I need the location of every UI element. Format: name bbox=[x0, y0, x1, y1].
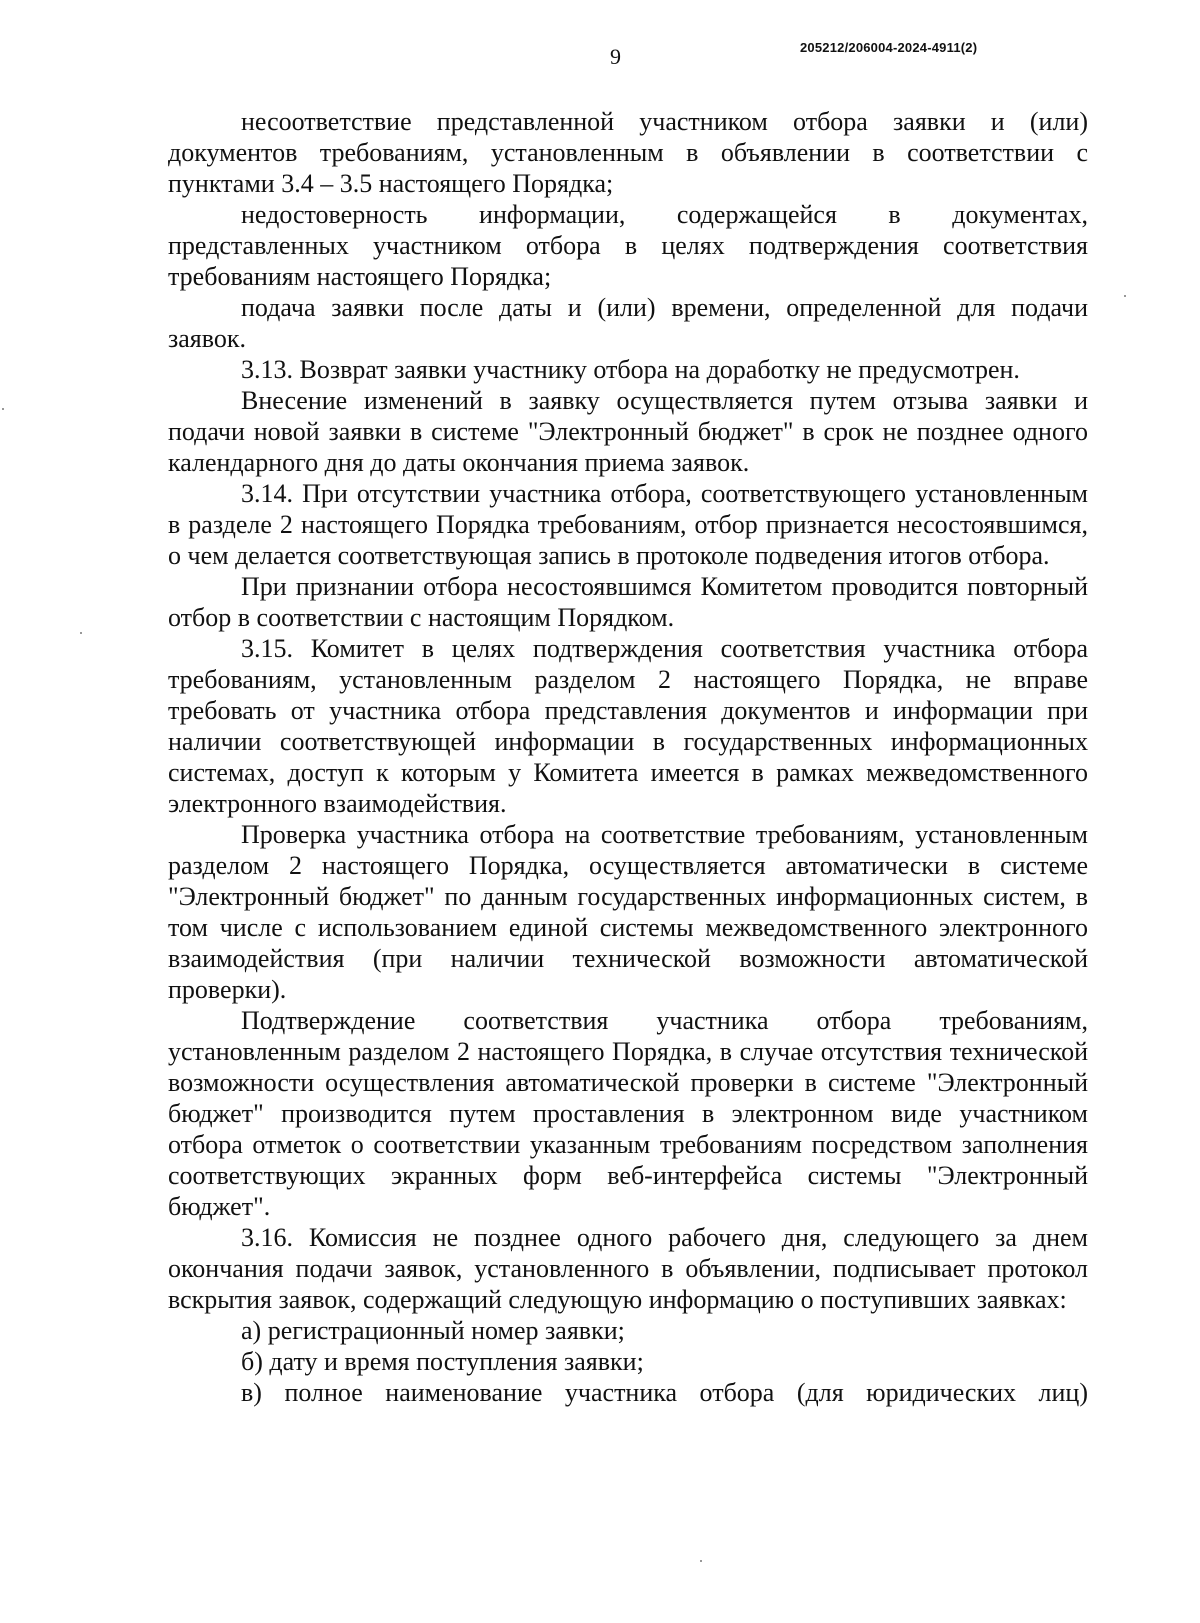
paragraph-3-13: 3.13. Возврат заявки участнику отбора на доработку не предусмотрен. bbox=[241, 355, 1020, 384]
document-id: 205212/206004-2024-4911(2) bbox=[800, 40, 978, 55]
paragraph-confirmation-of-compliance: Подтверждение соответствия участника отбора требованиям, установленным разделом 2 настоящего Порядка, в случае отсутствия технической возможности осуществления автоматической проверки в системе "Электронный бюджет" производится путем проставления в электронном виде участником отбора отметок о соответствии указанным требованиям посредством заполнения соответствующих экранных форм веб-интерфейса системы "Электронный бюджет". bbox=[168, 1006, 1088, 1221]
paragraph-late-submission: подача заявки после даты и (или) времени, определенной для подачи заявок. bbox=[168, 293, 1088, 353]
paragraph-mismatch-requirements: несоответствие представленной участником отбора заявки и (или) документов требованиям, установленным в объявлении в соответствии с пунктами 3.4 – 3.5 настоящего Порядка; bbox=[168, 107, 1088, 198]
list-item-b: б) дату и время поступления заявки; bbox=[241, 1347, 644, 1376]
paragraph-3-15: 3.15. Комитет в целях подтверждения соответствия участника отбора требованиям, установленным разделом 2 настоящего Порядка, не вправе требовать от участника отбора представления документов и информации при наличии соответствующей информации в государственных информационных системах, доступ к которым у Комитета имеется в рамках межведомственного электронного взаимодействия. bbox=[168, 634, 1088, 818]
paragraph-unreliable-information: недостоверность информации, содержащейся в документах, представленных участником отбора в целях подтверждения соответствия требованиям настоящего Порядка; bbox=[168, 200, 1088, 291]
scan-speck bbox=[700, 1560, 702, 1562]
list-item-a: а) регистрационный номер заявки; bbox=[241, 1316, 625, 1345]
paragraph-changes-to-application: Внесение изменений в заявку осуществляется путем отзыва заявки и подачи новой заявки в системе "Электронный бюджет" в срок не позднее одного календарного дня до даты окончания приема заявок. bbox=[168, 386, 1088, 477]
paragraph-repeat-selection: При признании отбора несостоявшимся Комитетом проводится повторный отбор в соответствии с настоящим Порядком. bbox=[168, 572, 1088, 632]
document-body bbox=[168, 106, 1088, 1408]
scan-speck bbox=[2, 408, 4, 410]
scan-speck bbox=[1124, 295, 1126, 297]
paragraph-automatic-check: Проверка участника отбора на соответствие требованиям, установленным разделом 2 настоящего Порядка, осуществляется автоматически в системе "Электронный бюджет" по данным государственных информационных систем, в том числе с использованием единой системы межведомственного электронного взаимодействия (при наличии технической возможности автоматической проверки). bbox=[168, 820, 1088, 1004]
scan-speck bbox=[80, 632, 82, 634]
list-item-v: в) полное наименование участника отбора (для юридических лиц) bbox=[241, 1378, 1088, 1407]
paragraph-3-14: 3.14. При отсутствии участника отбора, соответствующего установленным в разделе 2 настоящего Порядка требованиям, отбор признается несостоявшимся, о чем делается соответствующая запись в протоколе подведения итогов отбора. bbox=[168, 479, 1088, 570]
paragraph-3-16: 3.16. Комиссия не позднее одного рабочего дня, следующего за днем окончания подачи заявок, установленного в объявлении, подписывает протокол вскрытия заявок, содержащий следующую информацию о поступивших заявках: bbox=[168, 1223, 1088, 1314]
page-number: 9 bbox=[610, 44, 621, 69]
